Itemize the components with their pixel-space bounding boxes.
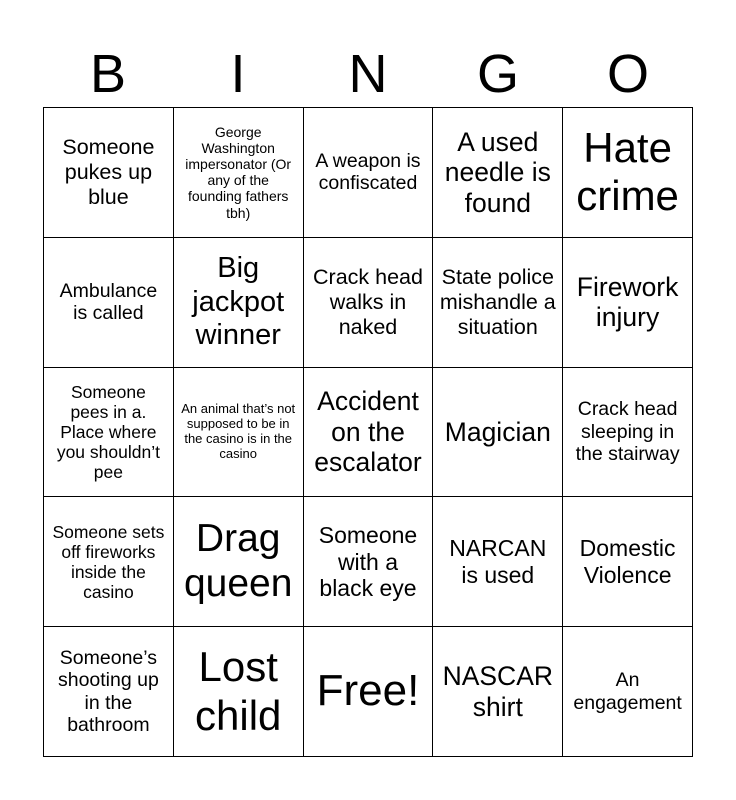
- bingo-cell[interactable]: [563, 627, 693, 757]
- header-letter-b: B: [89, 44, 127, 104]
- bingo-cell[interactable]: [433, 497, 563, 627]
- bingo-cell[interactable]: [174, 497, 304, 627]
- bingo-grid: [43, 107, 693, 757]
- cell-text: George Washington impersonator (Or any of the founding fathers tbh): [185, 124, 292, 221]
- cell-text: Hate crime: [576, 124, 679, 220]
- bingo-cell[interactable]: [563, 108, 693, 238]
- cell-text: A weapon is confiscated: [315, 149, 421, 195]
- header-letter-n: N: [348, 44, 388, 104]
- cell-text: An engagement: [573, 669, 682, 714]
- cell-text: Firework injury: [576, 271, 679, 333]
- bingo-cell[interactable]: [304, 108, 434, 238]
- cell-text: NARCAN is used: [449, 535, 547, 588]
- cell-text: Big jackpot winner: [192, 252, 285, 351]
- bingo-cell[interactable]: [563, 497, 693, 627]
- bingo-cell[interactable]: [174, 368, 304, 498]
- bingo-cell[interactable]: [44, 238, 174, 368]
- bingo-cell[interactable]: [44, 497, 174, 627]
- bingo-cell[interactable]: [433, 238, 563, 368]
- bingo-cell[interactable]: [304, 238, 434, 368]
- free-space-cell[interactable]: [304, 627, 434, 757]
- cell-text: A used needle is found: [444, 126, 551, 218]
- cell-text: Accident on the escalator: [314, 386, 422, 478]
- header-letter-o: O: [606, 44, 649, 104]
- bingo-cell[interactable]: [433, 627, 563, 757]
- cell-text: State police mishandle a situation: [439, 265, 556, 339]
- bingo-cell[interactable]: [563, 238, 693, 368]
- bingo-cell[interactable]: [304, 497, 434, 627]
- bingo-cell[interactable]: [174, 238, 304, 368]
- cell-text: Someone pees in a. Place where you shouldn’t pee: [56, 381, 160, 483]
- bingo-cell[interactable]: [44, 368, 174, 498]
- cell-text: Someone pukes up blue: [62, 135, 155, 209]
- cell-text: NASCAR shirt: [442, 661, 554, 722]
- cell-text: Drag queen: [183, 516, 293, 605]
- cell-text: Magician: [444, 416, 551, 447]
- bingo-header: [43, 40, 693, 108]
- header-letter-g: G: [476, 44, 519, 104]
- header-letter-i: I: [230, 44, 246, 104]
- cell-text: Someone sets off fireworks inside the casino: [52, 521, 165, 602]
- bingo-cell[interactable]: [174, 108, 304, 238]
- cell-text: Domestic Violence: [579, 535, 676, 588]
- bingo-cell[interactable]: [433, 368, 563, 498]
- bingo-cell[interactable]: [44, 627, 174, 757]
- bingo-cell[interactable]: [44, 108, 174, 238]
- cell-text: Free!: [316, 666, 420, 716]
- bingo-cell[interactable]: [433, 108, 563, 238]
- cell-text: Lost child: [195, 643, 282, 739]
- cell-text: Crack head walks in naked: [313, 265, 423, 339]
- bingo-cell[interactable]: [563, 368, 693, 498]
- cell-text: Someone’s shooting up in the bathroom: [57, 646, 159, 737]
- cell-text: An animal that’s not supposed to be in the casino is in the casino: [181, 401, 296, 461]
- bingo-cell[interactable]: [174, 627, 304, 757]
- cell-text: Someone with a black eye: [318, 522, 418, 601]
- cell-text: Ambulance is called: [59, 279, 158, 325]
- bingo-cell[interactable]: [304, 368, 434, 498]
- cell-text: Crack head sleeping in the stairway: [575, 398, 680, 466]
